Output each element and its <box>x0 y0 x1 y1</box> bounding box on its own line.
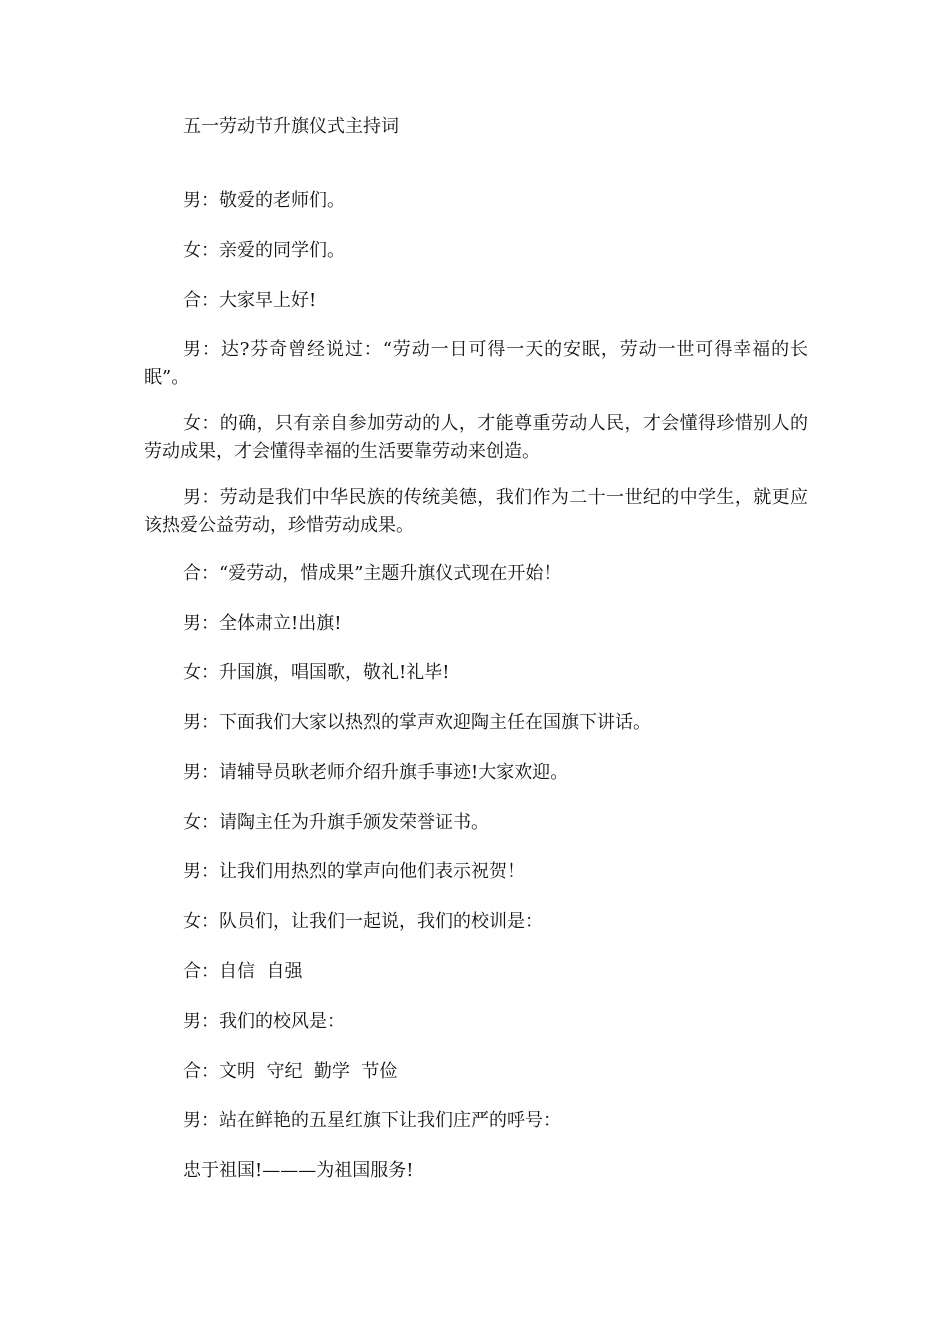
paragraph: 忠于祖国!———为祖国服务! <box>183 1160 414 1181</box>
paragraph: 女：的确，只有亲自参加劳动的人，才能尊重劳动人民，才会懂得珍惜别人的劳动成果，才会懂得幸福的生活要靠劳动来创造。 <box>144 413 808 462</box>
paragraph: 合：大家早上好! <box>183 290 317 311</box>
paragraph: 男：达?芬奇曾经说过：“劳动一日可得一天的安眠，劳动一世可得幸福的长眠”。 <box>144 339 808 388</box>
paragraph: 男：请辅导员耿老师介绍升旗手事迹!大家欢迎。 <box>183 762 569 783</box>
paragraph: 合：自信 自强 <box>183 961 303 982</box>
paragraph: 男：站在鲜艳的五星红旗下让我们庄严的呼号： <box>183 1110 561 1131</box>
paragraph: 男：劳动是我们中华民族的传统美德，我们作为二十一世纪的中学生，就更应该热爱公益劳动，珍惜劳动成果。 <box>144 487 808 536</box>
paragraph: 男：全体肃立!出旗! <box>183 613 342 634</box>
paragraph: 女：亲爱的同学们。 <box>183 240 345 261</box>
paragraph: 男：让我们用热烈的掌声向他们表示祝贺！ <box>183 861 525 882</box>
document-title: 五一劳动节升旗仪式主持词 <box>183 116 399 137</box>
paragraph: 男：下面我们大家以热烈的掌声欢迎陶主任在国旗下讲话。 <box>183 712 651 733</box>
paragraph: 女：升国旗，唱国歌，敬礼!礼毕! <box>183 662 450 683</box>
paragraph: 女：请陶主任为升旗手颁发荣誉证书。 <box>183 812 489 833</box>
paragraph: 合：文明 守纪 勤学 节俭 <box>183 1061 398 1082</box>
paragraph: 男：敬爱的老师们。 <box>183 190 345 211</box>
paragraph: 女：队员们，让我们一起说，我们的校训是： <box>183 911 543 932</box>
paragraph: 合：“爱劳动，惜成果”主题升旗仪式现在开始！ <box>183 563 562 584</box>
paragraph: 男：我们的校风是： <box>183 1011 345 1032</box>
